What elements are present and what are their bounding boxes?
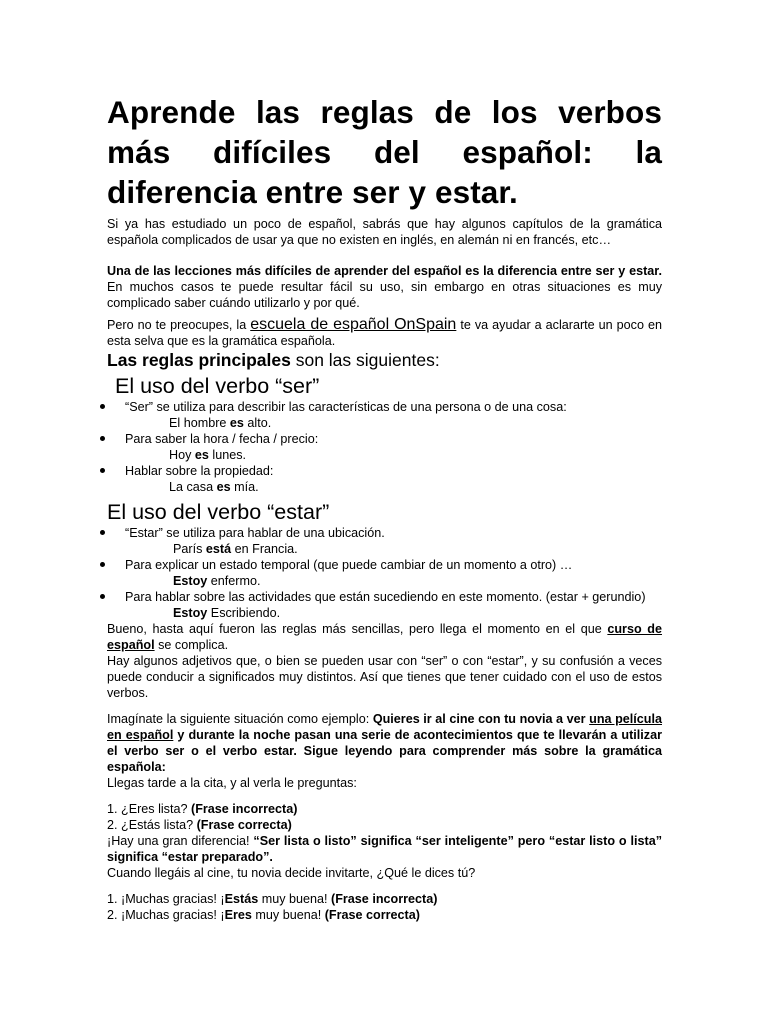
page-title: Aprende las reglas de los verbos más difíciles del español: la diferencia entre ser y estar.	[107, 94, 662, 210]
question-2-text: 2. ¿Estás lista?	[107, 818, 197, 832]
list-item-text: Para hablar sobre las actividades que están sucediendo en este momento. (estar + gerundio)	[125, 590, 646, 604]
example-verb: Estoy	[173, 574, 208, 588]
estar-list	[107, 525, 662, 621]
bullet-icon	[100, 468, 105, 473]
example-line	[125, 479, 662, 495]
bullet-icon	[100, 530, 105, 535]
bueno-before: Bueno, hasta aquí fueron las reglas más sencillas, pero llega el momento en el que	[107, 622, 608, 636]
example-post: mía.	[230, 480, 259, 494]
example-pre: El hombre	[169, 416, 230, 430]
adjetivos-paragraph: Hay algunos adjetivos que, o bien se pueden usar con “ser” o con “estar”, y su confusión a veces puede conducir a significados muy distintos. Así que tienes que tener cuidado con el uso de estos verbos.	[107, 654, 662, 700]
list-item	[107, 589, 662, 621]
lesson-paragraph	[107, 263, 662, 311]
example-line	[125, 415, 662, 431]
example-pre: Hoy	[169, 448, 195, 462]
rules-intro	[107, 350, 662, 370]
school-link[interactable]: escuela de español OnSpain	[250, 316, 457, 333]
bueno-after: se complica.	[154, 638, 229, 652]
answer-2-pre: 2. ¡Muchas gracias! ¡	[107, 908, 225, 922]
example-post: Escribiendo.	[207, 606, 281, 620]
example-pre: París	[173, 542, 206, 556]
list-item-text: “Estar” se utiliza para hablar de una ubicación.	[125, 526, 385, 540]
answer-2-post: muy buena!	[251, 908, 325, 922]
answer-2-verb: Eres	[224, 908, 252, 922]
answer-1-tag: (Frase incorrecta)	[331, 892, 438, 906]
example-verb: está	[205, 542, 232, 556]
school-paragraph	[107, 317, 662, 349]
example-post: lunes.	[208, 448, 247, 462]
rules-intro-bold: Las reglas principales	[107, 350, 291, 370]
example-verb: es	[216, 480, 231, 494]
list-item-text: “Ser” se utiliza para describir las características de una persona o de una cosa:	[125, 400, 567, 414]
example-post: alto.	[243, 416, 272, 430]
example-post: en Francia.	[231, 542, 298, 556]
list-item	[107, 399, 662, 431]
difference-bold: “Ser lista o listo” significa “ser inteligente” pero “estar listo o lista” significa “estar preparado”.	[107, 834, 662, 864]
imagine-bold-2: y durante la noche pasan una serie de acontecimientos que te llevarán a utilizar el verbo ser o el verbo estar. Sigue leyendo para comprender más sobre la gramática española:	[107, 728, 662, 774]
question-1	[107, 801, 662, 817]
example-verb: es	[194, 448, 209, 462]
bullet-icon	[100, 404, 105, 409]
example-verb: Estoy	[173, 606, 208, 620]
list-item-text: Para explicar un estado temporal (que puede cambiar de un momento a otro) …	[125, 558, 573, 572]
question-2-tag: (Frase correcta)	[196, 818, 292, 832]
bullet-icon	[100, 562, 105, 567]
difference-plain: ¡Hay una gran diferencia!	[107, 834, 254, 848]
estar-heading: El uso del verbo “estar”	[107, 500, 330, 524]
example-verb: es	[229, 416, 244, 430]
question-2	[107, 817, 662, 833]
list-item	[107, 557, 662, 589]
bueno-paragraph	[107, 621, 662, 653]
llegas-paragraph: Llegas tarde a la cita, y al verla le preguntas:	[107, 776, 357, 790]
list-item	[107, 431, 662, 463]
answer-1-pre: 1. ¡Muchas gracias! ¡	[107, 892, 225, 906]
school-before: Pero no te preocupes, la	[107, 318, 251, 332]
example-line	[125, 541, 662, 557]
question-1-tag: (Frase incorrecta)	[191, 802, 298, 816]
answer-1-post: muy buena!	[258, 892, 332, 906]
ser-list	[107, 399, 662, 495]
difference-paragraph	[107, 833, 662, 865]
answer-1	[107, 891, 662, 907]
lesson-bold: Una de las lecciones más difíciles de aprender del español es la diferencia entre ser y estar.	[107, 264, 662, 278]
answer-1-verb: Estás	[224, 892, 259, 906]
curso-link[interactable]: curso de español	[107, 622, 662, 652]
imagine-plain: Imagínate la siguiente situación como ejemplo:	[107, 712, 373, 726]
list-item-text: Para saber la hora / fecha / precio:	[125, 432, 319, 446]
answer-2	[107, 907, 662, 923]
imagine-bold-1: Quieres ir al cine con tu novia a ver	[372, 712, 590, 726]
example-line	[125, 447, 662, 463]
bullet-icon	[100, 436, 105, 441]
list-item-text: Hablar sobre la propiedad:	[125, 464, 274, 478]
cine-paragraph: Cuando llegáis al cine, tu novia decide invitarte, ¿Qué le dices tú?	[107, 866, 476, 880]
document-page	[107, 92, 662, 923]
list-item	[107, 525, 662, 557]
ser-heading: El uso del verbo “ser”	[115, 374, 320, 398]
rules-intro-rest: son las siguientes:	[290, 350, 440, 370]
pelicula-link[interactable]: una película en español	[107, 712, 662, 742]
lesson-rest: En muchos casos te puede resultar fácil su uso, sin embargo en otras situaciones es muy complicado saber cuándo utilizarlo y por qué.	[107, 280, 662, 310]
intro-paragraph: Si ya has estudiado un poco de español, sabrás que hay algunos capítulos de la gramática española complicados de usar ya que no existen en inglés, en alemán ni en francés, etc…	[107, 217, 662, 247]
example-pre: La casa	[169, 480, 217, 494]
example-line	[125, 605, 662, 621]
question-1-text: 1. ¿Eres lista?	[107, 802, 191, 816]
example-post: enfermo.	[207, 574, 261, 588]
school-after: te va ayudar a aclararte un poco en esta selva que es la gramática española.	[107, 318, 662, 348]
bullet-icon	[100, 594, 105, 599]
imagine-paragraph	[107, 711, 662, 775]
answer-2-tag: (Frase correcta)	[324, 908, 420, 922]
list-item	[107, 463, 662, 495]
example-line	[125, 573, 662, 589]
